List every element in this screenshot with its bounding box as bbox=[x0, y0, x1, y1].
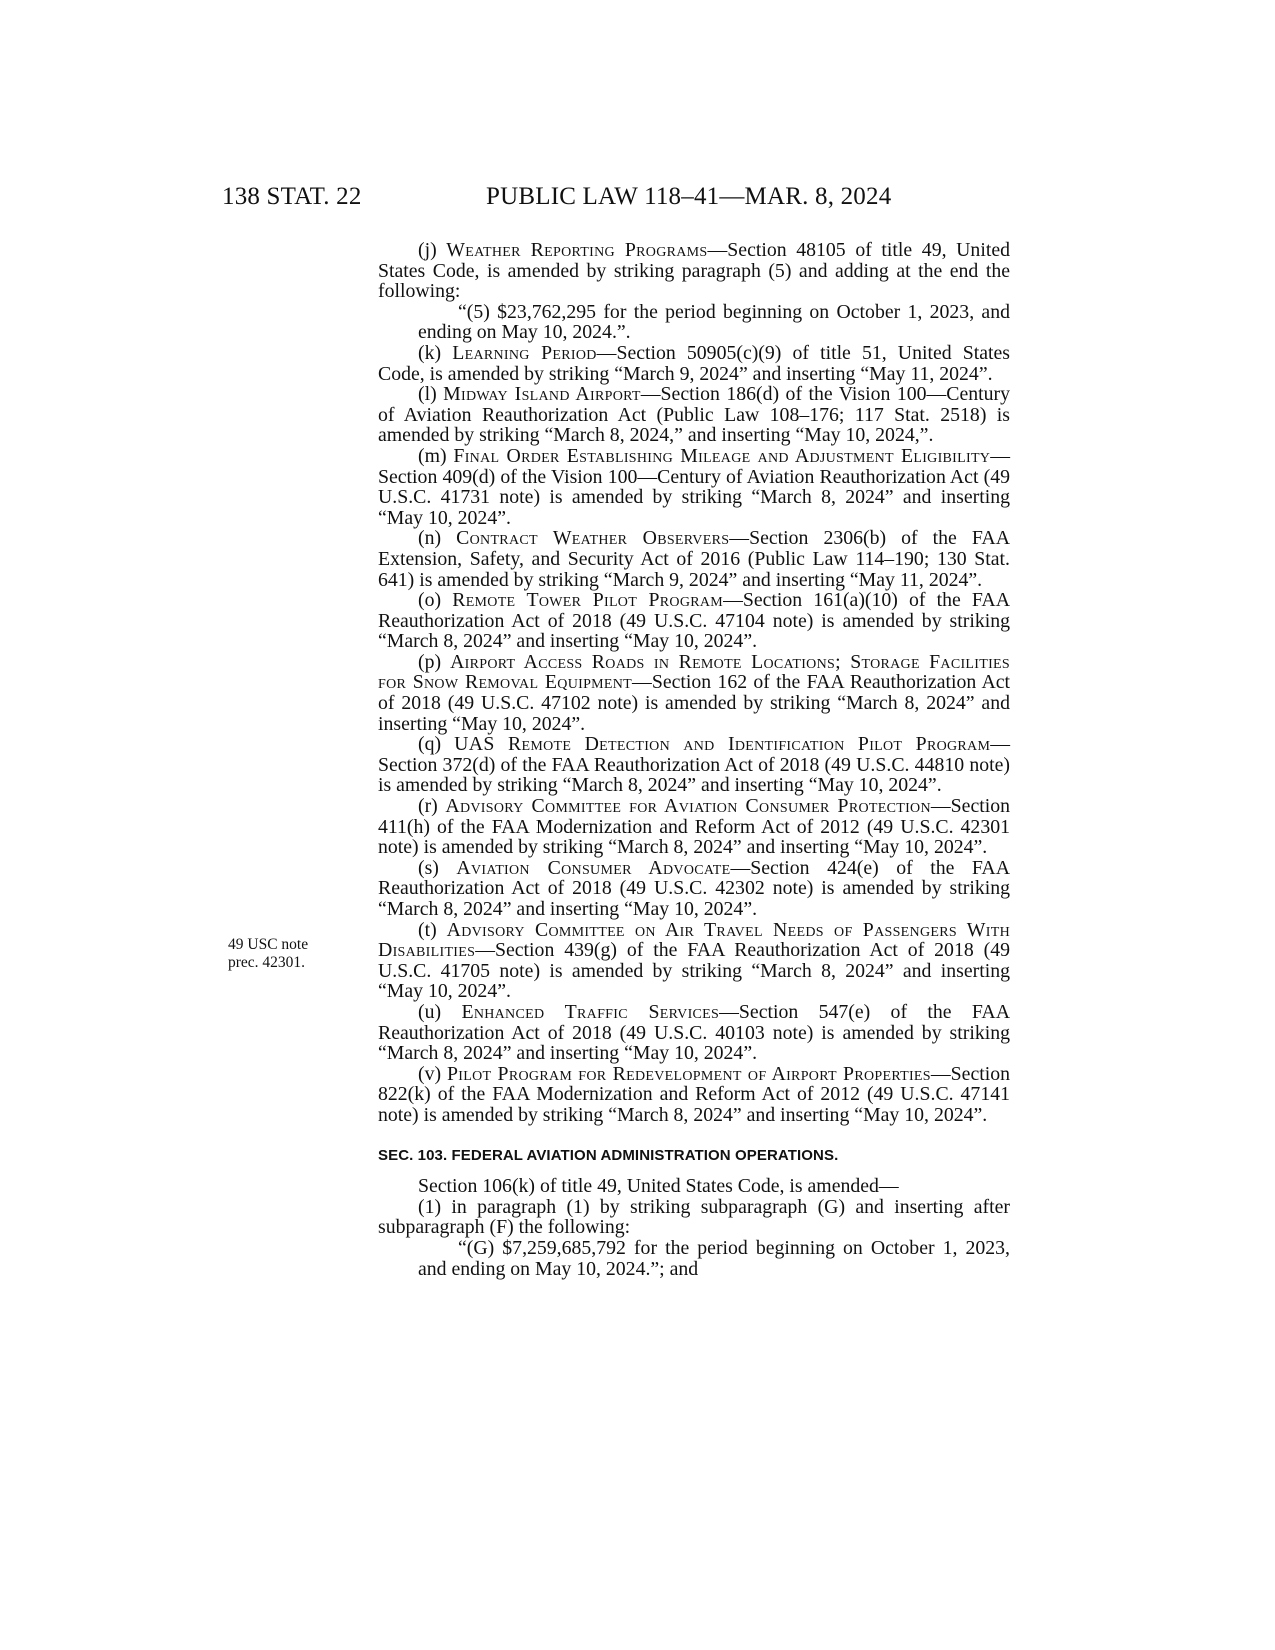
subsection-j bbox=[378, 240, 1010, 302]
subsection-m bbox=[378, 446, 1010, 528]
subsection-u bbox=[378, 1002, 1010, 1064]
subsection-text: —Section 48105 of title 49, United States Code, is amended by striking paragraph (5) and adding at the end the following: bbox=[378, 239, 1010, 303]
section-103-quote-g bbox=[378, 1238, 1010, 1279]
page-header bbox=[222, 183, 1010, 219]
subsection-n bbox=[378, 528, 1010, 590]
subsection-text: —Section 161(a)(10) of the FAA Reauthorization Act of 2018 (49 U.S.C. 47104 note) is amended by striking “March 8, 2024” and inserting “May 10, 2024”. bbox=[378, 589, 1010, 653]
subsection-label: (q) bbox=[418, 733, 442, 756]
subsection-caption: Advisory Committee on Air Travel Needs of Passengers With Disabilities bbox=[378, 918, 1011, 962]
subsection-text: —Section 547(e) of the FAA Reauthorization Act of 2018 (49 U.S.C. 40103 note) is amended by striking “March 8, 2024” and inserting “May 10, 2024”. bbox=[378, 1000, 1010, 1065]
subsection-caption: Advisory Committee for Aviation Consumer Protection bbox=[445, 795, 931, 818]
subsection-label: (u) bbox=[418, 1000, 442, 1023]
margin-note bbox=[228, 936, 308, 972]
subsection-label: (k) bbox=[418, 341, 442, 364]
subsection-text: —Section 424(e) of the FAA Reauthorization Act of 2018 (49 U.S.C. 42302 note) is amended by striking “March 8, 2024” and inserting “May 10, 2024”. bbox=[378, 856, 1010, 920]
subsection-caption: Midway Island Airport bbox=[443, 383, 641, 406]
subsection-label: (r) bbox=[418, 795, 438, 818]
subsection-text: —Section 409(d) of the Vision 100—Century of Aviation Reauthorization Act (49 U.S.C. 41731 note) is amended by striking “March 8, 2024” and inserting “May 10, 2024”. bbox=[378, 444, 1010, 529]
subsection-text: —Section 2306(b) of the FAA Extension, Safety, and Security Act of 2016 (Public Law 114–190; 130 Stat. 641) is amended by striking “March 9, 2024” and inserting “May 11, 2024”. bbox=[378, 527, 1010, 591]
subsection-label: (t) bbox=[418, 918, 437, 941]
quoted-paragraph-5 bbox=[378, 302, 1010, 343]
subsection-text: —Section 50905(c)(9) of title 51, United States Code, is amended by striking “March 9, 2024” and inserting “May 11, 2024”. bbox=[378, 341, 1010, 385]
subsection-text: —Section 372(d) of the FAA Reauthorization Act of 2018 (49 U.S.C. 44810 note) is amended by striking “March 8, 2024” and inserting “May 10, 2024”. bbox=[378, 733, 1010, 797]
running-head: PUBLIC LAW 118–41—MAR. 8, 2024 bbox=[486, 183, 892, 210]
subsection-p bbox=[378, 652, 1010, 734]
subsection-text: —Section 411(h) of the FAA Modernization and Reform Act of 2012 (49 U.S.C. 42301 note) is amended by striking “March 8, 2024” and inserting “May 10, 2024”. bbox=[378, 795, 1010, 859]
subsection-label: (j) bbox=[418, 239, 437, 261]
subsection-caption: UAS Remote Detection and Identification Pilot Program bbox=[454, 733, 991, 756]
subsection-o bbox=[378, 590, 1010, 652]
page-number: 138 STAT. 22 bbox=[222, 183, 362, 210]
subsection-text: —Section 439(g) of the FAA Reauthorization Act of 2018 (49 U.S.C. 41705 note) is amended by striking “March 8, 2024” and inserting “May 10, 2024”. bbox=[378, 939, 1010, 1003]
subsection-v bbox=[378, 1064, 1010, 1126]
subsection-caption: Final Order Establishing Mileage and Adjustment Eligibility bbox=[453, 444, 991, 467]
subsection-caption: Weather Reporting Programs bbox=[446, 239, 708, 261]
subsection-caption: Learning Period bbox=[452, 341, 597, 364]
subsection-r bbox=[378, 796, 1010, 858]
document-body bbox=[378, 240, 1010, 1279]
section-103-intro: Section 106(k) of title 49, United States Code, is amended— bbox=[418, 1175, 899, 1198]
subsection-l bbox=[378, 384, 1010, 446]
subsection-t bbox=[378, 920, 1010, 1002]
paragraph-text: (1) in paragraph (1) by striking subparagraph (G) and inserting after subparagraph (F) the following: bbox=[378, 1195, 1010, 1239]
subsection-label: (v) bbox=[418, 1062, 442, 1085]
subsection-label: (p) bbox=[418, 650, 442, 673]
subsection-caption: Contract Weather Observers bbox=[456, 527, 730, 550]
quoted-text: “(5) $23,762,295 for the period beginning on October 1, 2023, and ending on May 10, 2024.”. bbox=[418, 300, 1010, 344]
subsection-caption: Airport Access Roads in Remote Locations; Storage Facilities for Snow Removal Equipment bbox=[378, 650, 1010, 694]
subsection-label: (m) bbox=[418, 444, 447, 467]
margin-note-line-2: prec. 42301. bbox=[228, 954, 306, 971]
section-103-heading: SEC. 103. FEDERAL AVIATION ADMINISTRATION OPERATIONS. bbox=[378, 1146, 839, 1164]
subsection-caption: Enhanced Traffic Services bbox=[461, 1000, 720, 1023]
subsection-caption: Pilot Program for Redevelopment of Airport Properties bbox=[446, 1062, 931, 1085]
subsection-label: (n) bbox=[418, 527, 442, 550]
subsection-label: (s) bbox=[418, 856, 439, 879]
subsection-q bbox=[378, 734, 1010, 796]
subsection-s bbox=[378, 858, 1010, 920]
margin-note-line-1: 49 USC note bbox=[228, 936, 309, 953]
subsection-caption: Remote Tower Pilot Program bbox=[452, 589, 724, 612]
quoted-text: “(G) $7,259,685,792 for the period beginning on October 1, 2023, and ending on May 10, 2024.”; and bbox=[418, 1236, 1010, 1280]
subsection-text: —Section 186(d) of the Vision 100—Century of Aviation Reauthorization Act (Public Law 108–176; 117 Stat. 2518) is amended by striking “March 8, 2024,” and inserting “May 10, 2024,”. bbox=[378, 383, 1011, 447]
subsection-k bbox=[378, 343, 1010, 384]
subsection-label: (o) bbox=[418, 589, 442, 612]
subsection-text: —Section 822(k) of the FAA Modernization and Reform Act of 2012 (49 U.S.C. 47141 note) is amended by striking “March 8, 2024” and inserting “May 10, 2024”. bbox=[378, 1062, 1010, 1126]
subsection-label: (l) bbox=[418, 383, 437, 406]
subsection-caption: Aviation Consumer Advocate bbox=[456, 856, 731, 879]
section-103-paragraph-1 bbox=[378, 1197, 1010, 1238]
subsection-text: —Section 162 of the FAA Reauthorization Act of 2018 (49 U.S.C. 47102 note) is amended by striking “March 8, 2024” and inserting “May 10, 2024”. bbox=[378, 671, 1011, 735]
